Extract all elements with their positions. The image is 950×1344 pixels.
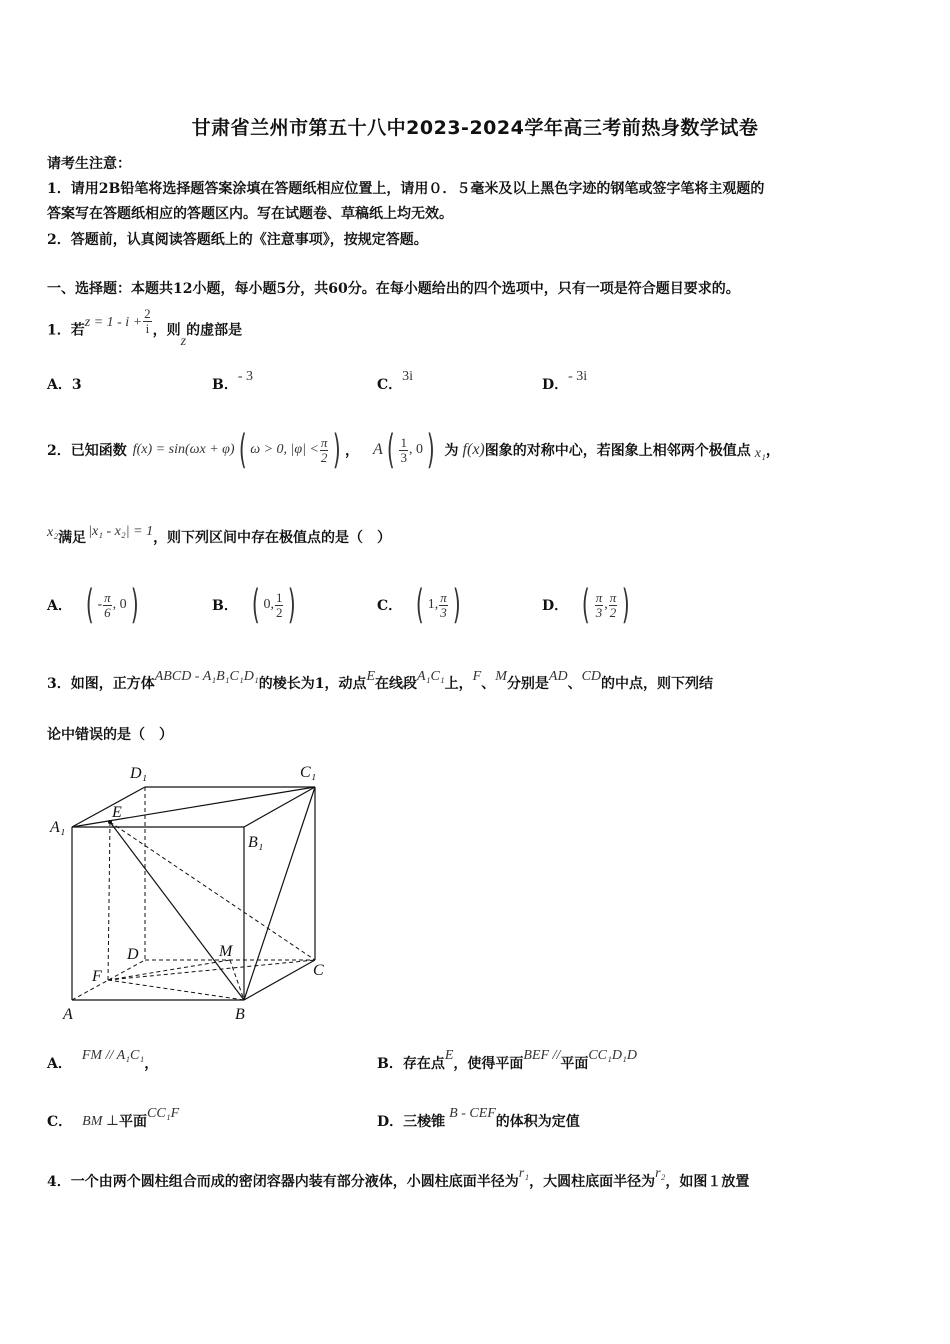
q2-option-b[interactable] bbox=[212, 582, 300, 628]
q3-option-d[interactable] bbox=[377, 1106, 580, 1136]
q2-option-a[interactable] bbox=[47, 582, 142, 628]
q2-option-b-den: 2 bbox=[275, 604, 283, 620]
segment-ec bbox=[110, 822, 315, 960]
q3-option-a[interactable] bbox=[47, 1048, 158, 1078]
q2-option-b-label: B． bbox=[212, 598, 238, 614]
question-2-line-2 bbox=[47, 522, 391, 552]
q4-t3: ，如图１放置 bbox=[665, 1174, 750, 1190]
q2-option-d-label: D． bbox=[542, 598, 569, 614]
q3-a1c1: A₁C₁ bbox=[417, 669, 445, 684]
q3-option-c-plane: CC₁F bbox=[147, 1106, 180, 1121]
q3-option-d-label: D． bbox=[377, 1114, 404, 1130]
q3-option-a-tail: ， bbox=[144, 1056, 159, 1072]
q1-expression: z = 1 - i + bbox=[84, 314, 143, 330]
q3-option-d-t2: 的体积为定值 bbox=[495, 1114, 580, 1130]
label-m: M bbox=[219, 943, 233, 960]
label-d: D bbox=[127, 946, 139, 963]
q2-option-a-label: A． bbox=[47, 598, 72, 614]
q2-option-b-paren-close: ) bbox=[288, 582, 297, 628]
page-title: 甘肃省兰州市第五十八中2023-2024学年高三考前热身数学试卷 bbox=[191, 117, 759, 139]
question-3-line-2: 论中错误的是（ ） bbox=[47, 727, 173, 743]
notice-line-1: 1．请用2B铅笔将选择题答案涂填在答题纸相应位置上，请用０．５毫米及以上黑色字迹的钢笔或签字笔将主观题的 bbox=[47, 181, 765, 197]
q2-option-c-paren-close: ) bbox=[452, 582, 461, 628]
q1-option-c-value: 3i bbox=[402, 369, 414, 384]
q2-cond-fraction bbox=[320, 436, 329, 465]
q2-a-den: 3 bbox=[400, 449, 407, 465]
q2-x1: x₁ bbox=[754, 446, 766, 461]
q3-f: F bbox=[472, 669, 482, 684]
q1-fraction bbox=[143, 307, 152, 336]
q2-option-c-paren-open: ( bbox=[416, 582, 424, 628]
segment-fb bbox=[108, 980, 244, 1000]
q2-option-d-paren-close: ) bbox=[622, 582, 630, 628]
q2-option-d-num2: π bbox=[609, 589, 617, 605]
q2-cond-den: 2 bbox=[320, 449, 328, 465]
q1-option-a-value: 3 bbox=[71, 377, 82, 393]
q3-option-b-plane1: BEF // bbox=[523, 1048, 561, 1063]
label-b1: B₁ bbox=[248, 834, 264, 851]
q2-fx: f(x) bbox=[462, 441, 485, 458]
q2-option-d[interactable] bbox=[542, 582, 634, 628]
q2-a-num: 1 bbox=[400, 434, 407, 450]
q2-tail-comma: ， bbox=[765, 443, 780, 459]
q2-point-a: A bbox=[373, 441, 383, 458]
q3-option-d-math: B - CEF bbox=[449, 1106, 496, 1121]
q3-option-c-t: 平面 bbox=[119, 1114, 148, 1130]
q1-z: z bbox=[180, 333, 187, 349]
q3-m: M bbox=[495, 669, 507, 684]
section-heading: 一、选择题：本题共12小题，每小题5分，共60分。在每小题给出的四个选项中，只有一项是符合题目要求的。 bbox=[47, 281, 740, 297]
q2-option-c-den: 3 bbox=[440, 604, 447, 620]
q3-t5: 的中点，则下列结 bbox=[601, 676, 714, 692]
q1-frac-den: i bbox=[145, 321, 150, 336]
label-c1: C₁ bbox=[300, 764, 317, 781]
label-c: C bbox=[313, 962, 324, 979]
q1-suffix: 的虚部是 bbox=[186, 322, 243, 339]
q2-paren-open: ( bbox=[238, 427, 247, 473]
q3-option-c[interactable] bbox=[47, 1106, 179, 1136]
q2-a-zero: , 0 bbox=[408, 442, 423, 457]
question-1 bbox=[47, 306, 243, 349]
q3-option-a-math: FM // A₁C₁ bbox=[81, 1048, 145, 1063]
q2-condition: ω > 0, |φ| < bbox=[250, 442, 319, 457]
q3-cd: CD bbox=[581, 669, 602, 684]
notice-heading: 请考生注意： bbox=[47, 156, 131, 172]
q3-t4: 分别是 bbox=[506, 676, 549, 692]
q2-option-a-num: π bbox=[104, 589, 111, 605]
q1-option-b[interactable] bbox=[212, 369, 254, 394]
q3-t3: 上， bbox=[444, 676, 473, 692]
q2-option-c-left: 1, bbox=[427, 597, 439, 612]
q3-option-b-plane2: CC₁D₁D bbox=[588, 1048, 637, 1063]
q2-option-b-paren-open: ( bbox=[251, 582, 260, 628]
q1-option-d[interactable] bbox=[542, 369, 588, 394]
q3-prefix: 3．如图，正方体 bbox=[47, 676, 155, 692]
segment-bc1 bbox=[244, 787, 315, 1000]
q3-option-c-math: BM ⊥ bbox=[82, 1113, 120, 1129]
q2-a-paren-close: ) bbox=[426, 427, 435, 473]
q2-question: ，则下列区间中存在极值点的是（ ） bbox=[153, 530, 392, 546]
q2-option-b-left: 0, bbox=[263, 597, 274, 612]
q4-t1: 4．一个由两个圆柱组合而成的密闭容器内装有部分液体，小圆柱底面半径为 bbox=[47, 1174, 519, 1190]
q3-option-b-t3: 平面 bbox=[560, 1056, 589, 1072]
q2-x2: x₂ bbox=[47, 525, 59, 540]
q3-option-b[interactable] bbox=[377, 1048, 637, 1078]
segment-fm bbox=[108, 960, 230, 980]
q2-a-paren-open: ( bbox=[386, 427, 395, 473]
label-a1: A₁ bbox=[50, 819, 66, 836]
q2-option-d-paren-open: ( bbox=[582, 582, 590, 628]
q1-frac-num: 2 bbox=[144, 306, 151, 321]
q2-option-d-den1: 3 bbox=[595, 604, 603, 620]
q2-comma: ， bbox=[345, 443, 360, 459]
q3-option-b-t1: 存在点 bbox=[402, 1056, 445, 1072]
q2-option-b-fraction bbox=[275, 591, 284, 620]
q3-option-b-t2: ，使得平面 bbox=[453, 1056, 524, 1072]
q3-t1: 的棱长为1，动点 bbox=[258, 676, 367, 692]
segment-eb bbox=[110, 822, 244, 1000]
q3-t2: 在线段 bbox=[375, 676, 418, 692]
q3-option-d-t1: 三棱锥 bbox=[403, 1114, 446, 1130]
q2-cond-num: π bbox=[320, 434, 328, 450]
q3-sep: 、 bbox=[481, 676, 496, 692]
q1-option-a-label: A． bbox=[47, 377, 72, 393]
q2-option-a-paren-open: ( bbox=[85, 582, 94, 628]
q2-option-a-left: - bbox=[97, 597, 103, 612]
q2-option-d-den2: 2 bbox=[609, 604, 617, 620]
question-2 bbox=[47, 428, 780, 472]
q1-option-c[interactable] bbox=[377, 369, 414, 394]
q3-sep2: 、 bbox=[567, 676, 582, 692]
q3-option-c-label: C． bbox=[47, 1114, 73, 1130]
q1-mid: ，则 bbox=[152, 322, 181, 339]
q3-option-a-label: A． bbox=[47, 1056, 72, 1072]
q2-paren-close: ) bbox=[333, 427, 342, 473]
q3-option-b-e: E bbox=[444, 1048, 454, 1063]
q2-option-b-num: 1 bbox=[275, 589, 283, 605]
q2-option-a-right: , 0 bbox=[112, 597, 127, 612]
label-b: B bbox=[235, 1006, 245, 1023]
q2-option-a-den: 6 bbox=[104, 604, 111, 620]
q4-r2: r₂ bbox=[655, 1166, 666, 1181]
q3-cube: ABCD - A₁B₁C₁D₁ bbox=[154, 669, 259, 684]
q3-ad: AD bbox=[548, 669, 568, 684]
q2-a-fraction bbox=[399, 436, 408, 465]
label-a: A bbox=[63, 1006, 73, 1023]
q2-option-c[interactable] bbox=[377, 582, 464, 628]
q2-abs-expr: |x₁ - x₂| = 1 bbox=[88, 524, 154, 539]
question-4 bbox=[47, 1166, 749, 1196]
segment-bm bbox=[230, 960, 244, 1000]
q4-t2: ，大圆柱底面半径为 bbox=[529, 1174, 656, 1190]
label-e: E bbox=[112, 804, 122, 821]
q1-prefix: 1．若 bbox=[47, 322, 85, 339]
q2-satisfy: 满足 bbox=[58, 530, 87, 546]
q2-option-c-num: π bbox=[440, 589, 447, 605]
q2-option-a-fraction bbox=[103, 591, 112, 620]
q1-option-b-label: B． bbox=[212, 377, 238, 393]
q2-option-c-fraction bbox=[439, 591, 448, 620]
q4-r1: r₁ bbox=[518, 1166, 530, 1181]
q2-option-d-num1: π bbox=[595, 589, 603, 605]
q2-is: 为 bbox=[444, 443, 459, 459]
q1-option-d-label: D． bbox=[542, 377, 569, 393]
q2-option-d-comma: , bbox=[604, 597, 608, 612]
notice-line-3: 2．答题前，认真阅读答题纸上的《注意事项》，按规定答题。 bbox=[47, 232, 428, 248]
q3-option-b-label: B． bbox=[377, 1056, 403, 1072]
q1-option-b-value: - 3 bbox=[237, 369, 254, 384]
q2-option-d-fraction-1 bbox=[595, 591, 604, 620]
label-f: F bbox=[92, 968, 102, 985]
notice-line-2: 答案写在答题纸相应的答题区内。写在试题卷、草稿纸上均无效。 bbox=[47, 206, 453, 222]
label-d1: D₁ bbox=[130, 765, 148, 782]
q2-option-d-fraction-2 bbox=[609, 591, 618, 620]
q1-option-d-value: - 3i bbox=[568, 369, 588, 384]
question-3 bbox=[47, 666, 713, 700]
q3-e: E bbox=[366, 669, 376, 684]
q2-function: f(x) = sin(ωx + φ) bbox=[132, 442, 235, 457]
q2-center-text: 图象的对称中心，若图象上相邻两个极值点 bbox=[484, 443, 751, 459]
q1-option-a[interactable] bbox=[47, 374, 82, 394]
q2-option-a-paren-close: ) bbox=[130, 582, 139, 628]
segment-ef bbox=[108, 822, 110, 980]
q1-option-c-label: C． bbox=[377, 377, 403, 393]
q2-option-c-label: C． bbox=[377, 598, 403, 614]
q2-prefix: 2．已知函数 bbox=[47, 443, 127, 459]
cube-figure bbox=[45, 755, 345, 1035]
